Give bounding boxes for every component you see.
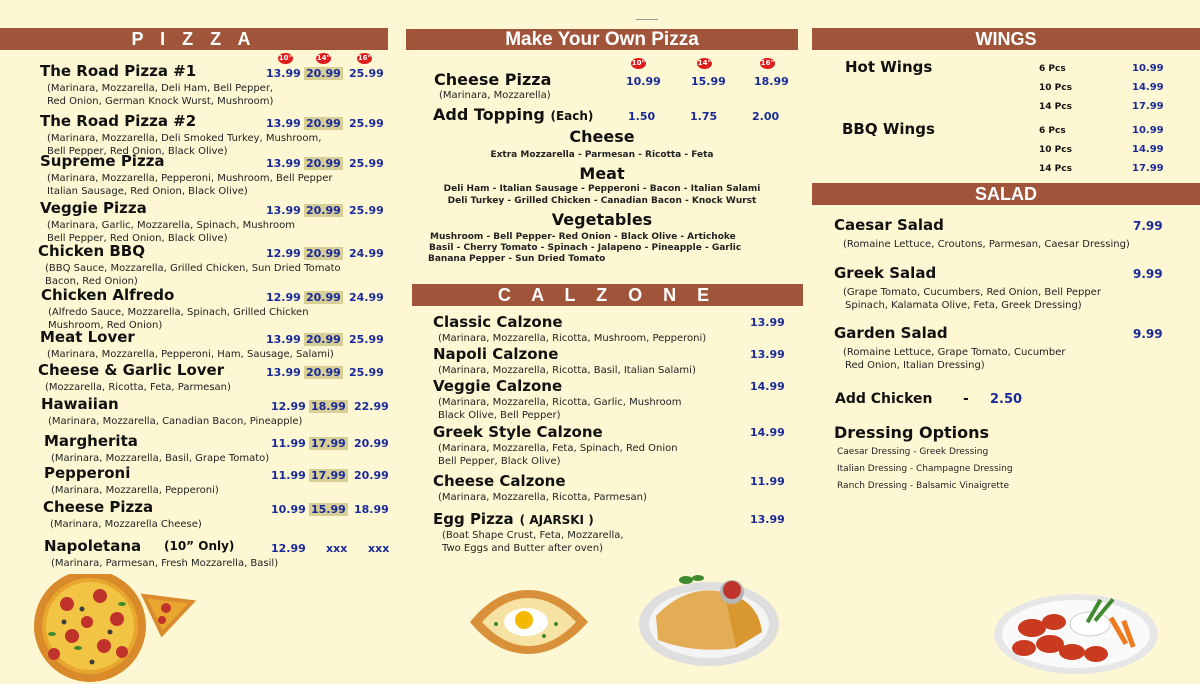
pizza-item-name: Chicken BBQ — [38, 242, 145, 260]
pizza-item-desc: (Marinara, Mozzarella, Pepperoni, Ham, Sausage, Salami) — [47, 349, 334, 360]
wings-price: 17.99 — [1132, 101, 1164, 112]
wings-header: WINGS — [812, 28, 1200, 50]
calzone-price: 11.99 — [750, 475, 785, 488]
pizza-price-14 — [309, 437, 348, 450]
pizza-price-10: 13.99 — [266, 157, 301, 170]
veg-toppings-line-3: Banana Pepper - Sun Dried Tomato — [428, 254, 606, 264]
pizza-price-16: xxx — [368, 542, 390, 555]
pizza-price-10: 13.99 — [266, 333, 301, 346]
pizza-price-14 — [304, 157, 343, 170]
calzone-item-desc: (Marinara, Mozzarella, Ricotta, Parmesan) — [438, 492, 647, 503]
pizza-price-14: xxx — [326, 542, 348, 555]
meat-section-title: Meat — [579, 164, 625, 183]
calzone-item-label: Cheese Calzone — [433, 472, 566, 490]
pizza-item-name: Margherita — [44, 432, 138, 450]
pizza-price-10: 13.99 — [266, 67, 301, 80]
pizza-price-14 — [309, 469, 348, 482]
calzone-price: 14.99 — [750, 380, 785, 393]
pizza-item-desc: (Marinara, Mozzarella, Canadian Bacon, Pineapple) — [48, 416, 303, 427]
wings-pcs: 14 Pcs — [1039, 102, 1072, 112]
pizza-price-16: 24.99 — [349, 247, 384, 260]
calzone-item-desc: Two Eggs and Butter after oven) — [442, 543, 604, 554]
calzone-item-desc: (Marinara, Mozzarella, Ricotta, Basil, Italian Salami) — [438, 365, 696, 376]
wings-price: 14.99 — [1132, 144, 1164, 155]
pizza-item-name: Supreme Pizza — [40, 152, 165, 170]
salad-header: SALAD — [812, 183, 1200, 205]
size-badge-16: 16" — [357, 54, 372, 62]
pizza-price-14 — [309, 400, 348, 413]
salad-item-name: Greek Salad — [834, 264, 937, 282]
pizza-price-14-value: 20.99 — [306, 366, 341, 379]
veg-toppings-line-1: Mushroom - Bell Pepper- Red Onion - Black Olive - Artichoke — [430, 232, 736, 242]
wings-pcs: 10 Pcs — [1039, 145, 1072, 155]
wings-price: 10.99 — [1132, 63, 1164, 74]
vegetables-section-title: Vegetables — [551, 210, 653, 229]
salad-item-name: Garden Salad — [834, 324, 948, 342]
pizza-item-name: The Road Pizza #1 — [40, 62, 197, 80]
size-badge-10: 10" — [278, 54, 293, 62]
pizza-item-desc: (Marinara, Mozzarella, Pepperoni, Mushroom, Bell Pepper — [47, 173, 333, 184]
pizza-price-14 — [309, 503, 348, 516]
wings-price: 10.99 — [1132, 125, 1164, 136]
pizza-price-10: 13.99 — [266, 117, 301, 130]
pizza-price-16: 25.99 — [349, 366, 384, 379]
pizza-price-14-value: 18.99 — [311, 400, 346, 413]
pizza-price-14-value: 20.99 — [306, 117, 341, 130]
salad-item-desc: (Romaine Lettuce, Croutons, Parmesan, Caesar Dressing) — [843, 239, 1130, 250]
pizza-price-14-value: 15.99 — [311, 503, 346, 516]
calzone-photo — [636, 570, 782, 668]
pizza-price-14 — [304, 204, 343, 217]
pizza-item-desc: (Marinara, Mozzarella, Pepperoni) — [51, 485, 219, 496]
calzone-item-label: Greek Style Calzone — [433, 423, 603, 441]
calzone-item-desc: (Boat Shape Crust, Feta, Mozzarella, — [442, 530, 624, 541]
calzone-item-name — [433, 472, 566, 490]
myo-size-badge-10: 10" — [631, 59, 646, 67]
pizza-item-desc: (Marinara, Mozzarella, Deli Smoked Turkey, Mushroom, — [47, 133, 322, 144]
pizza-price-16: 25.99 — [349, 157, 384, 170]
calzone-item-note: ( AJARSKI ) — [519, 513, 594, 527]
cheese-toppings-line: Extra Mozzarella - Parmesan - Ricotta - Feta — [490, 150, 714, 160]
calzone-item-label: Classic Calzone — [433, 313, 563, 331]
pizza-item-desc: (Marinara, Mozzarella Cheese) — [50, 519, 202, 530]
pizza-price-10: 13.99 — [266, 366, 301, 379]
pizza-item-desc: Bell Pepper, Red Onion, Black Olive) — [47, 233, 228, 244]
egg-pizza-photo — [466, 584, 592, 660]
pizza-price-14 — [304, 117, 343, 130]
topping-price-14: 1.75 — [690, 110, 718, 123]
pizza-price-14 — [304, 366, 343, 379]
pizza-item-name: Meat Lover — [40, 328, 135, 346]
calzone-item-desc: (Marinara, Mozzarella, Ricotta, Garlic, Mushroom — [438, 397, 682, 408]
pizza-price-14 — [304, 67, 343, 80]
salad-price: 9.99 — [1133, 327, 1163, 341]
pizza-price-14-value: 20.99 — [306, 204, 341, 217]
pizza-price-16: 18.99 — [354, 503, 389, 516]
wings-photo — [992, 582, 1160, 676]
pizza-price-10: 11.99 — [271, 469, 306, 482]
pizza-price-14-value: 20.99 — [306, 291, 341, 304]
calzone-item-desc: (Marinara, Mozzarella, Ricotta, Mushroom, Pepperoni) — [438, 333, 707, 344]
pizza-item-name: Cheese Pizza — [43, 498, 154, 516]
wings-price: 17.99 — [1132, 163, 1164, 174]
myo-cheese-pizza-name: Cheese Pizza — [434, 70, 552, 89]
pizza-price-14-value: 17.99 — [311, 437, 346, 450]
calzone-item-name — [433, 345, 558, 363]
pizza-price-10: 12.99 — [266, 291, 301, 304]
cheese-section-title: Cheese — [569, 127, 635, 146]
pizza-item-desc: (Mozzarella, Ricotta, Feta, Parmesan) — [45, 382, 231, 393]
pizza-price-14 — [304, 333, 343, 346]
pizza-price-14-value: 20.99 — [306, 247, 341, 260]
calzone-item-desc: (Marinara, Mozzarella, Feta, Spinach, Red Onion — [438, 443, 678, 454]
pizza-price-14-value: 17.99 — [311, 469, 346, 482]
pizza-item-desc: Italian Sausage, Red Onion, Black Olive) — [47, 186, 248, 197]
pizza-item-desc: (BBQ Sauce, Mozzarella, Grilled Chicken, Sun Dried Tomato — [45, 263, 341, 274]
myo-cheese-price-14: 15.99 — [691, 75, 726, 88]
pizza-price-10: 13.99 — [266, 204, 301, 217]
wings-pcs: 14 Pcs — [1039, 164, 1072, 174]
pizza-price-10: 11.99 — [271, 437, 306, 450]
pizza-price-16: 25.99 — [349, 117, 384, 130]
wings-pcs: 6 Pcs — [1039, 126, 1066, 136]
topping-price-16: 2.00 — [752, 110, 780, 123]
dressing-options-title: Dressing Options — [834, 423, 990, 442]
pizza-item-note: (10” Only) — [164, 539, 235, 553]
pizza-item-desc: (Marinara, Parmesan, Fresh Mozzarella, Basil) — [51, 558, 279, 569]
salad-price: 7.99 — [1133, 219, 1163, 233]
add-chicken-price: 2.50 — [990, 392, 1023, 407]
pizza-price-16: 20.99 — [354, 469, 389, 482]
veg-toppings-line-2: Basil - Cherry Tomato - Spinach - Jalapeno - Pineapple - Garlic — [429, 243, 742, 253]
calzone-item-desc: Bell Pepper, Black Olive) — [438, 456, 561, 467]
calzone-item-name — [433, 423, 603, 441]
pizza-price-14 — [304, 247, 343, 260]
pizza-item-desc: Mushroom, Red Onion) — [48, 320, 163, 331]
pizza-item-name: Hawaiian — [41, 395, 119, 413]
calzone-price: 13.99 — [750, 513, 785, 526]
myo-cheese-price-10: 10.99 — [626, 75, 661, 88]
add-topping-name — [433, 105, 593, 124]
pizza-photo — [12, 574, 202, 684]
pizza-item-name: Cheese & Garlic Lover — [38, 361, 225, 379]
add-chicken-label: Add Chicken — [835, 391, 933, 407]
pizza-item-name: Napoletana — [44, 537, 142, 555]
add-topping-each: (Each) — [550, 109, 594, 123]
pizza-item-desc: (Marinara, Mozzarella, Deli Ham, Bell Pepper, — [47, 83, 274, 94]
calzone-item-name — [433, 510, 594, 528]
pizza-price-10: 12.99 — [271, 542, 306, 555]
myo-size-badge-14: 14" — [697, 59, 712, 67]
pizza-price-14-value: 20.99 — [306, 67, 341, 80]
calzone-header: C A L Z O N E — [412, 284, 803, 306]
pizza-price-14-value: 20.99 — [306, 333, 341, 346]
pizza-item-desc: (Alfredo Sauce, Mozzarella, Spinach, Grilled Chicken — [48, 307, 309, 318]
myo-header: Make Your Own Pizza — [406, 29, 798, 50]
top-divider — [636, 19, 658, 20]
wings-pcs: 6 Pcs — [1039, 64, 1066, 74]
dressing-line-2: Italian Dressing - Champagne Dressing — [837, 464, 1013, 474]
myo-cheese-price-16: 18.99 — [754, 75, 789, 88]
calzone-price: 13.99 — [750, 316, 785, 329]
pizza-item-desc: (Marinara, Garlic, Mozzarella, Spinach, Mushroom — [47, 220, 295, 231]
pizza-price-16: 25.99 — [349, 67, 384, 80]
pizza-price-16: 25.99 — [349, 204, 384, 217]
calzone-item-desc: Black Olive, Bell Pepper) — [438, 410, 561, 421]
salad-price: 9.99 — [1133, 267, 1163, 281]
pizza-header: P I Z Z A — [0, 28, 388, 50]
pizza-item-desc: Red Onion, German Knock Wurst, Mushroom) — [47, 96, 274, 107]
dressing-line-1: Caesar Dressing - Greek Dressing — [837, 447, 989, 457]
pizza-price-16: 25.99 — [349, 333, 384, 346]
meat-toppings-line-1: Deli Ham - Italian Sausage - Pepperoni - Bacon - Italian Salami — [443, 184, 761, 194]
pizza-item-desc: Bell Pepper, Red Onion, Black Olive) — [47, 146, 228, 157]
myo-size-badge-16: 16" — [760, 59, 775, 67]
pizza-item-name: Veggie Pizza — [40, 199, 147, 217]
salad-item-name: Caesar Salad — [834, 216, 944, 234]
pizza-price-10: 12.99 — [266, 247, 301, 260]
pizza-price-16: 20.99 — [354, 437, 389, 450]
add-chicken-dash: - — [963, 391, 969, 407]
add-topping-label: Add Topping — [433, 105, 545, 124]
wings-item-name: Hot Wings — [845, 58, 933, 76]
pizza-price-14-value: 20.99 — [306, 157, 341, 170]
salad-item-desc: (Romaine Lettuce, Grape Tomato, Cucumber — [843, 347, 1066, 358]
pizza-price-14 — [304, 291, 343, 304]
calzone-price: 14.99 — [750, 426, 785, 439]
dressing-line-3: Ranch Dressing - Balsamic Vinaigrette — [837, 481, 1010, 491]
pizza-price-10: 12.99 — [271, 400, 306, 413]
salad-item-desc: Spinach, Kalamata Olive, Feta, Greek Dressing) — [845, 300, 1082, 311]
calzone-item-label: Egg Pizza — [433, 510, 514, 528]
wings-item-name: BBQ Wings — [842, 120, 935, 138]
calzone-item-label: Veggie Calzone — [433, 377, 563, 395]
calzone-item-name — [433, 377, 562, 395]
calzone-price: 13.99 — [750, 348, 785, 361]
pizza-price-16: 22.99 — [354, 400, 389, 413]
pizza-item-name: Pepperoni — [44, 464, 131, 482]
pizza-item-name: Chicken Alfredo — [41, 286, 175, 304]
salad-item-desc: Red Onion, Italian Dressing) — [845, 360, 985, 371]
size-badge-14: 14" — [316, 54, 331, 62]
calzone-item-label: Napoli Calzone — [433, 345, 559, 363]
salad-item-desc: (Grape Tomato, Cucumbers, Red Onion, Bell Pepper — [843, 287, 1101, 298]
pizza-item-desc: Bacon, Red Onion) — [45, 276, 138, 287]
topping-price-10: 1.50 — [628, 110, 656, 123]
pizza-price-10: 10.99 — [271, 503, 306, 516]
pizza-price-16: 24.99 — [349, 291, 384, 304]
wings-pcs: 10 Pcs — [1039, 83, 1072, 93]
pizza-item-name: The Road Pizza #2 — [40, 112, 197, 130]
pizza-item-desc: (Marinara, Mozzarella, Basil, Grape Tomato) — [51, 453, 270, 464]
myo-cheese-pizza-desc: (Marinara, Mozzarella) — [439, 90, 551, 101]
meat-toppings-line-2: Deli Turkey - Grilled Chicken - Canadian Bacon - Knock Wurst — [447, 196, 757, 206]
wings-price: 14.99 — [1132, 82, 1164, 93]
calzone-item-name — [433, 313, 563, 331]
